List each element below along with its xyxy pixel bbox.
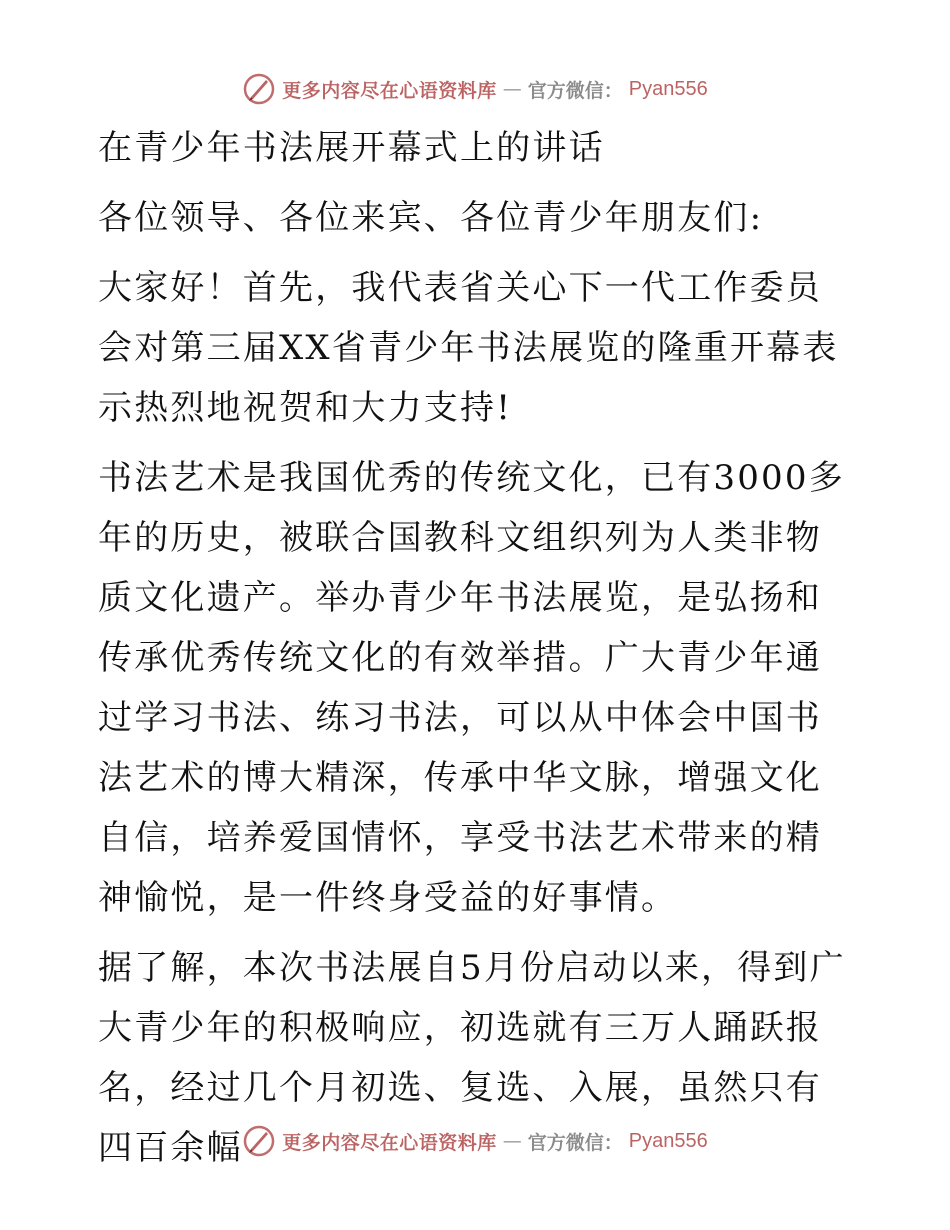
paragraph: 大家好！首先，我代表省关心下一代工作委员会对第三届XX省青少年书法展览的隆重开幕表示热烈地祝贺和大力支持! (98, 268, 839, 428)
watermark-separator: — (502, 78, 522, 100)
watermark-wechat-label: 官方微信： (527, 1131, 623, 1154)
document-title: 在青少年书法展开幕式上的讲话 (98, 128, 605, 168)
watermark-wechat-id: Pyan556 (628, 1129, 708, 1152)
watermark-separator: — (502, 1130, 522, 1152)
salutation: 各位领导、各位来宾、各位青少年朋友们: (98, 198, 764, 238)
document-body (98, 118, 854, 1178)
paragraph: 书法艺术是我国优秀的传统文化，已有3000多年的历史，被联合国教科文组织列为人类非物质文化遗产。举办青少年书法展览，是弘扬和传承优秀传统文化的有效举措。广大青少年通过学习书法、练习书法，可以从中体会中国书法艺术的博大精深，传承中华文脉，增强文化自信，培养爱国情怀，享受书法艺术带来的精神愉悦，是一件终身受益的好事情。 (98, 458, 845, 918)
watermark-wechat-id: Pyan556 (628, 77, 708, 100)
quill-pen-logo-icon (242, 1124, 276, 1158)
paragraph: 据了解，本次书法展自5月份启动以来，得到广大青少年的积极响应，初选就有三万人踊跃报名，经过几个月初选、复选、入展，虽然只有四百余幅 (98, 948, 846, 1168)
header-watermark (0, 72, 950, 106)
footer-watermark (0, 1124, 950, 1158)
watermark-wechat-label: 官方微信： (527, 79, 623, 102)
quill-pen-logo-icon (242, 72, 276, 106)
watermark-site-text: 更多内容尽在心语资料库 (282, 1131, 497, 1154)
watermark-site-text: 更多内容尽在心语资料库 (282, 79, 497, 102)
